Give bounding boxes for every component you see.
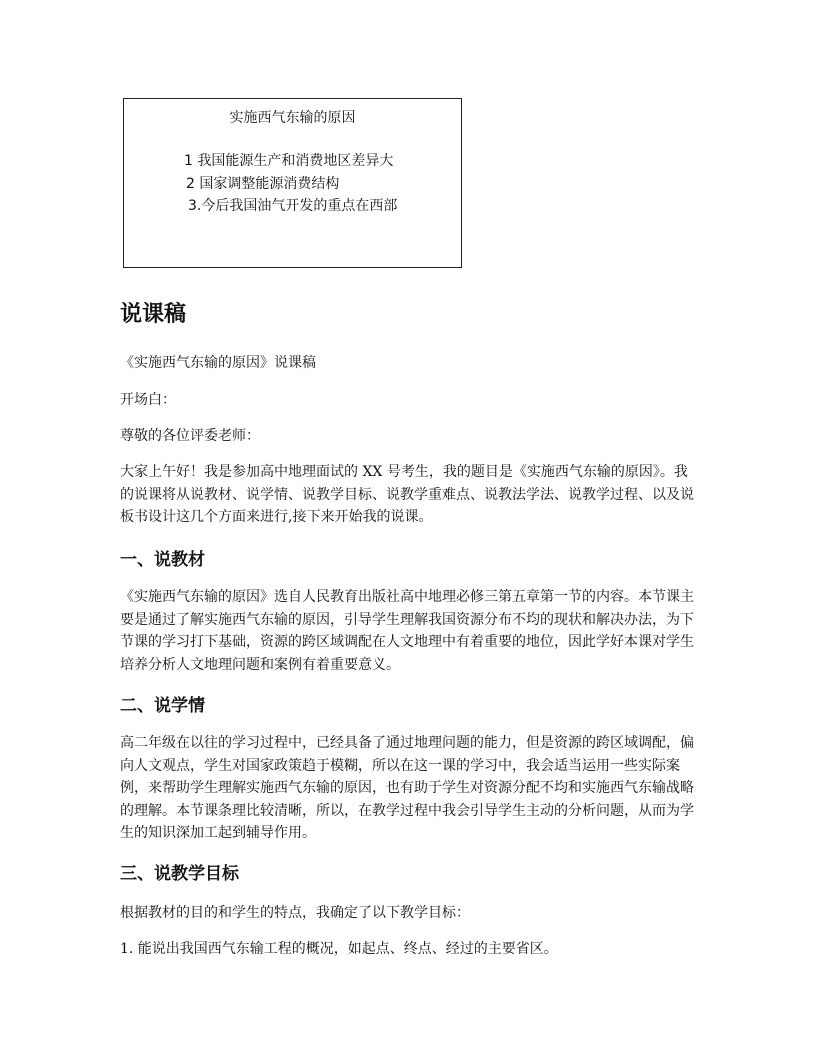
opening-label: 开场白： xyxy=(120,392,176,408)
blackboard-item-2: 2 国家调整能源消费结构 xyxy=(186,176,340,192)
blackboard-design-box xyxy=(123,98,462,268)
section-heading-textbook: 一、说教材 xyxy=(120,550,205,570)
blackboard-item-1: 1 我国能源生产和消费地区差异大 xyxy=(184,153,394,169)
doc-title: 《实施西气东输的原因》说课稿 xyxy=(120,355,316,371)
blackboard-title: 实施西气东输的原因 xyxy=(229,110,356,126)
blackboard-item-3: 3.今后我国油气开发的重点在西部 xyxy=(188,198,398,214)
section-heading-students: 二、说学情 xyxy=(120,696,205,716)
intro-paragraph: 大家上午好！我是参加高中地理面试的 XX 号考生，我的题目是《实施西气东输的原因》。我的说课将从说教材、说学情、说教学目标、说教学重难点、说教法学法、说教学过程、以及说板书设计这几个方面来进行,接下来开始我的说课。 xyxy=(120,464,694,525)
section-body-goals: 根据教材的目的和学生的特点，我确定了以下教学目标： xyxy=(120,905,470,921)
greeting: 尊敬的各位评委老师： xyxy=(120,428,260,444)
goal-item-1: 1. 能说出我国西气东输工程的概况，如起点、终点、经过的主要省区。 xyxy=(120,941,558,957)
section-heading-goals: 三、说教学目标 xyxy=(120,864,239,884)
section-body-students: 高二年级在以往的学习过程中，已经具备了通过地理问题的能力，但是资源的跨区域调配，偏向人文观点，学生对国家政策趋于模糊，所以在这一课的学习中，我会适当运用一些实际案例，来帮助学生理解实施西气东输的原因，也有助于学生对资源分配不均和实施西气东输战略的理解。本节课条理比较清晰，所以，在教学过程中我会引导学生主动的分析问题，从而为学生的知识深加工起到辅导作用。 xyxy=(120,735,694,841)
page-heading: 说课稿 xyxy=(120,302,187,327)
section-body-textbook: 《实施西气东输的原因》选自人民教育出版社高中地理必修三第五章第一节的内容。本节课主要是通过了解实施西气东输的原因，引导学生理解我国资源分布不均的现状和解决办法，为下节课的学习打下基础，资源的跨区域调配在人文地理中有着重要的地位，因此学好本课对学生培养分析人文地理问题和案例有着重要意义。 xyxy=(120,589,694,673)
